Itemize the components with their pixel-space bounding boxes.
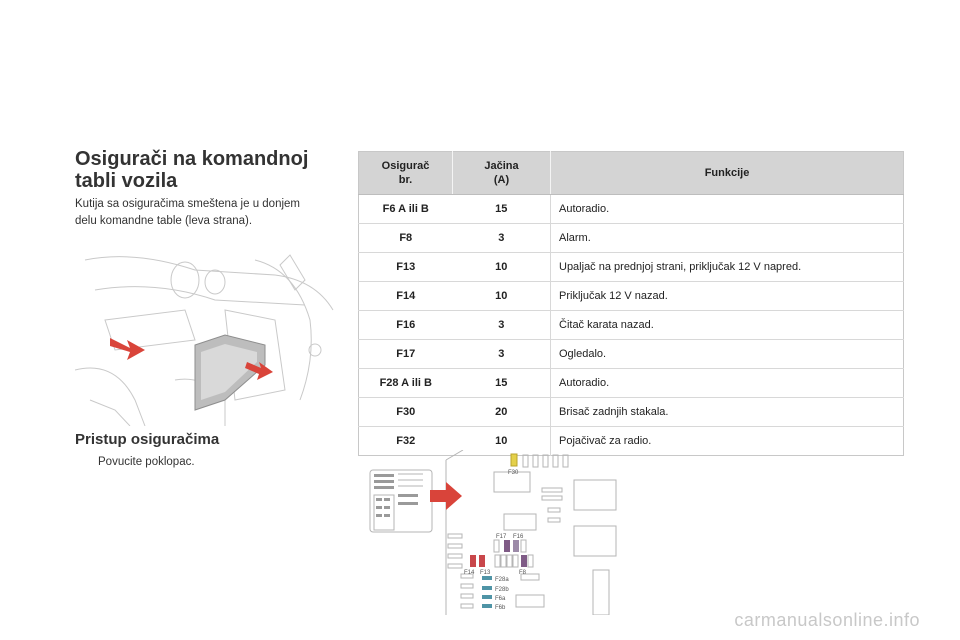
amps-cell: 15 xyxy=(495,203,508,215)
amps-cell: 10 xyxy=(453,427,551,456)
header-amperage xyxy=(453,152,551,195)
function-cell: Upaljač na prednjoj strani, priključak 12 V napred. xyxy=(551,253,904,282)
fuse-cell: F16 xyxy=(359,311,453,340)
title-line-2: tabli vozila xyxy=(75,170,178,192)
watermark: carmanualsonline.info xyxy=(734,610,920,630)
access-step xyxy=(78,456,195,468)
function-cell: Autoradio. xyxy=(551,195,904,224)
amps-cell: 3 xyxy=(453,224,551,253)
table-row xyxy=(359,253,904,282)
fuse-cell: F13 xyxy=(359,253,453,282)
label-f17: F17 xyxy=(496,534,507,540)
function-cell: Pojačivač za radio. xyxy=(551,427,904,456)
amps-cell: 10 xyxy=(453,253,551,282)
amps-cell: 15 xyxy=(453,369,551,398)
intro-paragraph xyxy=(75,196,335,230)
access-step-text: Povucite poklopac. xyxy=(98,456,195,468)
header-amperage-line-2: (A) xyxy=(493,174,510,186)
fuse-cell: F17 xyxy=(359,340,453,369)
table-row xyxy=(359,340,904,369)
function-cell: Autoradio. xyxy=(551,369,904,398)
label-f28a: F28a xyxy=(495,577,509,583)
function-cell: Ogledalo. xyxy=(551,340,904,369)
header-functions: Funkcije xyxy=(551,152,904,195)
header-fuse-line-1: Osigurač xyxy=(381,160,430,172)
fuse-cell: F6 A ili B xyxy=(382,203,429,215)
amps-cell: 3 xyxy=(453,340,551,369)
label-f28b: F28b xyxy=(495,587,509,593)
access-title: Pristup osiguračima xyxy=(75,431,220,448)
fuse-cell: F28 A ili B xyxy=(359,369,453,398)
title-line-1: Osigurači na komandnoj xyxy=(75,148,309,170)
label-f6b: F6b xyxy=(495,605,506,611)
label-f8: F8 xyxy=(519,570,527,576)
amps-cell: 3 xyxy=(453,311,551,340)
fuse-cell: F14 xyxy=(359,282,453,311)
label-f13: F13 xyxy=(480,570,491,576)
intro-line-2: delu komandne table (leva strana). xyxy=(75,215,253,227)
table-row xyxy=(359,311,904,340)
function-cell: Brisač zadnjih stakala. xyxy=(551,398,904,427)
label-f6a: F6a xyxy=(495,596,506,602)
fuse-cell: F30 xyxy=(359,398,453,427)
label-f16: F16 xyxy=(513,534,524,540)
header-fuse xyxy=(359,152,453,195)
function-cell: Alarm. xyxy=(551,224,904,253)
header-amperage-line-1: Jačina xyxy=(484,160,519,172)
table-row xyxy=(359,224,904,253)
label-f14: F14 xyxy=(464,570,475,576)
header-fuse-line-2: br. xyxy=(398,174,413,186)
table-header-row xyxy=(359,152,904,195)
table-row xyxy=(359,369,904,398)
table-row xyxy=(359,195,904,224)
amps-cell: 10 xyxy=(453,282,551,311)
intro-line-1: Kutija sa osiguračima smeštena je u donjem xyxy=(75,198,301,210)
function-cell: Čitač karata nazad. xyxy=(551,311,904,340)
page-title xyxy=(75,148,335,192)
amps-cell: 20 xyxy=(453,398,551,427)
table-row xyxy=(359,282,904,311)
function-cell: Priključak 12 V nazad. xyxy=(551,282,904,311)
label-f30: F30 xyxy=(508,470,519,476)
fuse-cell: F32 xyxy=(359,427,453,456)
fuse-cell: F8 xyxy=(359,224,453,253)
table-row xyxy=(359,398,904,427)
fuse-box-diagram xyxy=(368,450,638,615)
fuse-table xyxy=(358,151,904,456)
dashboard-illustration xyxy=(75,250,335,426)
